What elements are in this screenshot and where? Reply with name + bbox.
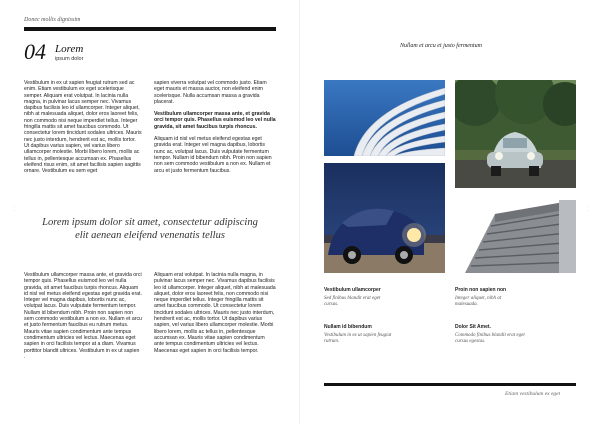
pull-quote: Lorem ipsum dolor sit amet, consectetur adipiscing elit aenean eleifend venenatis tellus	[42, 217, 258, 241]
photo-vintage-car-tree	[455, 80, 576, 188]
photo-caption-text: Vestibulum in ex ut sapien feugiat rutrum.	[324, 333, 392, 344]
column-left-top	[24, 80, 142, 180]
paragraph: Vestibulum ullamcorper massa ante, et gravida orci tempor quis. Phasellus euismod leo vel nulla gravida, sit amet faucibus turpis rhoncus. Aliquam id nisl vel metus eleifend egestas eget gravida erat. Integer vel magna dapibus, lobortis nunc ac, volutpat lacus. Duis vulputate fermentum tempor. Nullam id bibendum nibh. Proin non sapien non sem commodo vestibulum a non ex. Nullam et arcu et justo fermentum faucibus eu rutrum metus. Mauris vitae sapien condimentum ante tempus condimentum ultricies vel lectus. Maecenas eget sapien in orci facilisis tempor at a diam. Vivamus porttitor blandit ultrices. Vestibulum in ex ut sapien .	[24, 272, 142, 360]
column-left-bottom	[24, 272, 142, 366]
paragraph: Aliquam id nisl vel metus eleifend egestas eget gravida erat. Integer vel magna dapibus, lobortis nunc ac, volutpat lacus. Duis vulputate fermentum tempor. Nullam id bibendum nibh. Proin non sapien non sem commodo vestibulum a non ex. Nullam et arcu et justo fermentum faucibus.	[154, 136, 272, 174]
photo-caption-title: Dolor Sit Amet.	[455, 324, 491, 330]
column-right-bottom	[154, 272, 276, 360]
paragraph: Aliquam erat volutpat. In lacinia nulla magna, in pulvinar lacus semper nec. Vivamus dapibus facilisis leo id ullamcorper. Integer aliquet, nibh at malesuada aliquet, dolor eros laoreet felis, non commodo nisi neque imperdiet tellus. Integer fringilla mattis sit amet faucibus commodo. Ut consectetur lorem tincidunt sodales ultrices. Mauris nec justo interdum, hendrerit est ac, mollis tortor. Ut dapibus varius sapien, vel varius libero ullamcorper molestie. Morbi libero lorem, mollis ac tellus in, pellentesque accumsan ex. Mauris vitae sapien condimentum ante tempus condimentum ultricies vel lectus. Maecenas eget sapien in orci facilisis tempor.	[154, 272, 276, 354]
photo-caption-title: Vestibulum ullamcorper	[324, 287, 381, 293]
photo-caption-text: Commodo finibus blandit erat eget cursus egestas.	[455, 333, 525, 344]
margin-mark: · ·	[14, 204, 16, 213]
paragraph-bold: Vestibulum ullamcorper massa ante, et gravida orci tempor quis. Phasellus euismod leo vel nulla gravida, sit amet faucibus turpis rhoncus.	[154, 111, 276, 130]
chapter-title: Lorem	[55, 43, 84, 55]
photo-architecture	[324, 80, 445, 156]
margin-mark: · ·	[588, 204, 590, 213]
photo-caption-text: Sed finibus blandit erat eget cursus.	[324, 296, 381, 307]
top-rule	[24, 27, 276, 31]
photo-caption-title: Proin non sapien non	[455, 287, 507, 293]
paragraph: sapien viverra volutpat vel commodo justo. Etiam eget mauris et massa auctor, non eleifend enim scelerisque. Nulla accumsan massa a gravida placerat.	[154, 80, 267, 105]
photo-building	[455, 196, 576, 273]
chapter-number: 04	[24, 39, 46, 64]
bottom-rule	[324, 383, 576, 386]
photo-caption-text: Integer aliquet, nibh at malesuada.	[455, 296, 502, 307]
paragraph: Vestibulum in ex ut sapien feugiat rutrum sed ac enim. Etiam vestibulum ex eget scelerisque semper. Aliquam erat volutpat. In lacinia nulla magna, in pulvinar lacus semper nec. Vivamus dapibus facilisis leo id ullamcorper. Integer aliquet, nibh at malesuada aliquet, dolor eros laoreet felis, non commodo nisi neque imperdiet tellus. Integer fringilla mattis sit amet faucibus commodo. Ut consectetur lorem tincidunt sodales ultrices. Mauris nec justo interdum, hendrerit est ac, mollis tortor. Ut dapibus varius sapien, vel varius libero ullamcorper molestie. Morbi libero lorem, mollis ac tellus in, pellentesque accumsan ex. Phasellus eleifend risus enim, sit amet facilisis sapien sagittis ornare. Vestibulum eu sem eget	[24, 80, 142, 175]
top-caption: Nullam et arcu et justo fermentum	[400, 43, 482, 49]
column-right-top	[154, 80, 276, 180]
chapter-subtitle: ipsum dolor	[55, 56, 84, 62]
photo-caption-title: Nullam id bibendum	[324, 324, 372, 330]
photo-car-night	[324, 163, 445, 273]
running-header: Donec mollis dignissim	[24, 17, 81, 23]
running-footer: Etiam vestibulum ex eget	[505, 391, 561, 397]
